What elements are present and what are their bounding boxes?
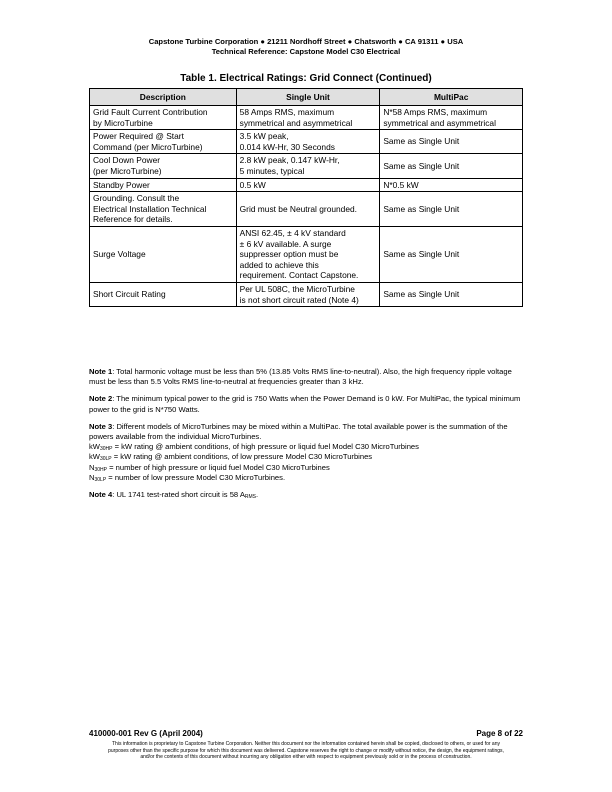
table-row: [90, 178, 523, 192]
description-cell: [90, 130, 237, 154]
cell-text-line: 0.014 kW-Hr, 30 Seconds: [239, 141, 335, 152]
cell-text-line: Short Circuit Rating: [93, 289, 166, 300]
note-3-definition: $N_{30LP}$ = number of low pressure Model C30 MicroTurbines.: [89, 472, 286, 483]
cell-text-line: 3.5 kW peak,: [239, 131, 289, 142]
note-2-label: Note 2: [89, 394, 113, 404]
multipac-cell: [380, 130, 523, 154]
page-number: Page 8 of 22: [476, 729, 523, 738]
cell-text-line: Same as Single Unit: [383, 249, 460, 260]
note-3-label: Note 3: [89, 421, 113, 431]
note-1-text: : Total harmonic voltage must be less than 5% (13.85 Volts RMS line-to-neutral). Also, the high frequency ripple voltage must be less than 5.5 Volts RMS line-to-neutral at frequencies greater than 3 kHz.: [89, 367, 512, 387]
table-header-row: [90, 89, 523, 106]
table-row: [90, 282, 523, 306]
cell-text-line: Power Required @ Start: [93, 131, 184, 142]
cell-text-line: Same as Single Unit: [383, 203, 460, 214]
cell-text-line: by MicroTurbine: [93, 117, 153, 128]
column-header-multipac: MultiPac: [380, 89, 523, 106]
table-row: [90, 226, 523, 282]
single-unit-cell: [236, 226, 380, 282]
cell-text-line: Command (per MicroTurbine): [93, 141, 203, 152]
notes-section: [89, 367, 523, 507]
cell-text-line: Grid must be Neutral grounded.: [239, 203, 357, 214]
cell-text-line: Grounding. Consult the: [93, 193, 180, 204]
multipac-cell: [380, 106, 523, 130]
note-2: [89, 394, 523, 414]
cell-text-line: symmetrical and asymmetrical: [239, 117, 353, 128]
cell-text-line: 2.8 kW peak, 0.147 kW-Hr,: [239, 155, 340, 166]
note-4: Note 4: UL 1741 test-rated short circuit is 58 $A_{RMS}$.: [89, 490, 259, 501]
note-1-label: Note 1: [89, 367, 113, 376]
cell-text-line: Same as Single Unit: [383, 289, 460, 300]
header-document-title: Technical Reference: Capstone Model C30 Electrical: [211, 47, 401, 56]
table-row: [90, 192, 523, 227]
cell-text-line: 5 minutes, typical: [239, 165, 305, 176]
note-4-text: : UL 1741 test-rated short circuit is 58 A: [112, 490, 245, 500]
table-title: Table 1. Electrical Ratings: Grid Connect (Continued): [180, 73, 432, 84]
proprietary-disclaimer: This information is proprietary to Capstone Turbine Corporation. Neither this document nor the information contained herein shall be copied, disclosed to others, or used for any purposes other than the specific purpose for which this document was delivered. Capstone reserves the right to change or modify without notice, the design, the equipment ratings, and/or the contents of this document without incurring any obligation either with respect to equipment previously sold or in the process of construction.: [108, 741, 504, 760]
cell-text-line: added to achieve this: [239, 259, 319, 270]
table-row: [90, 154, 523, 178]
single-unit-cell: [236, 154, 380, 178]
description-cell: [90, 282, 237, 306]
note-4-label: Note 4: [89, 490, 113, 500]
cell-text-line: requirement. Contact Capstone.: [239, 270, 359, 281]
cell-text-line: N*0.5 kW: [383, 179, 419, 190]
multipac-cell: [380, 178, 523, 192]
cell-text-line: symmetrical and asymmetrical: [383, 117, 496, 128]
single-unit-cell: [236, 106, 380, 130]
multipac-cell: [380, 192, 523, 227]
cell-text-line: ANSI 62.45, ± 4 kV standard: [239, 227, 346, 238]
note-2-text: : The minimum typical power to the grid is 750 Watts when the Power Demand is 0 kW. For MultiPac, the typical minimum power to the grid is N*750 Watts.: [89, 394, 521, 414]
note-3-text: : Different models of MicroTurbines may be mixed within a MultiPac. The total available power is the summation of the powers available from the individual MicroTurbines.: [89, 421, 508, 442]
cell-text-line: 58 Amps RMS, maximum: [239, 107, 335, 117]
multipac-cell: [380, 154, 523, 178]
note-4-subscript: RMS: [244, 494, 257, 501]
multipac-cell: [380, 226, 523, 282]
cell-text-line: Cool Down Power: [93, 155, 161, 166]
cell-text-line: Same as Single Unit: [383, 136, 460, 147]
page-header: [0, 37, 612, 57]
cell-text-line: Surge Voltage: [93, 249, 146, 260]
column-header-single-unit: Single Unit: [236, 89, 380, 106]
description-cell: [90, 192, 237, 227]
column-header-description: Description: [90, 89, 237, 106]
note-1: [89, 367, 523, 387]
description-cell: [90, 226, 237, 282]
cell-text-line: Per UL 508C, the MicroTurbine: [239, 283, 355, 294]
cell-text-line: ± 6 kV available. A surge: [239, 238, 332, 249]
note-3-definition: $kW_{30HP}$ = kW rating @ ambient conditions, of high pressure or liquid fuel Model C30 MicroTurbines: [89, 442, 419, 453]
description-cell: [90, 154, 237, 178]
single-unit-cell: [236, 178, 380, 192]
single-unit-cell: [236, 282, 380, 306]
cell-text-line: Reference for details.: [93, 214, 173, 225]
note-3: [89, 422, 523, 483]
header-company-line: Capstone Turbine Corporation ● 21211 Nordhoff Street ● Chatsworth ● CA 91311 ● USA: [148, 37, 464, 46]
cell-text-line: Electrical Installation Technical: [93, 203, 207, 214]
table-body: [90, 106, 523, 307]
cell-text-line: (per MicroTurbine): [93, 165, 162, 176]
cell-text-line: N*58 Amps RMS, maximum: [383, 107, 488, 117]
table-row: [90, 106, 523, 130]
cell-text-line: 0.5 kW: [239, 179, 266, 190]
cell-text-line: Standby Power: [93, 179, 150, 190]
cell-text-line: Same as Single Unit: [383, 160, 460, 171]
cell-text-line: Grid Fault Current Contribution: [93, 107, 208, 117]
description-cell: [90, 178, 237, 192]
single-unit-cell: [236, 192, 380, 227]
cell-text-line: suppresser option must be: [239, 249, 339, 260]
electrical-ratings-table: [89, 88, 523, 307]
cell-text-line: is not short circuit rated (Note 4): [239, 294, 359, 305]
document-id: 410000-001 Rev G (April 2004): [89, 729, 203, 738]
description-cell: [90, 106, 237, 130]
single-unit-cell: [236, 130, 380, 154]
table-row: [90, 130, 523, 154]
note-3-definition: $N_{30HP}$ = number of high pressure or liquid fuel Model C30 MicroTurbines: [89, 462, 330, 473]
note-3-definition: $kW_{30LP}$ = kW rating @ ambient conditions, of low pressure Model C30 MicroTurbines: [89, 452, 373, 463]
multipac-cell: [380, 282, 523, 306]
